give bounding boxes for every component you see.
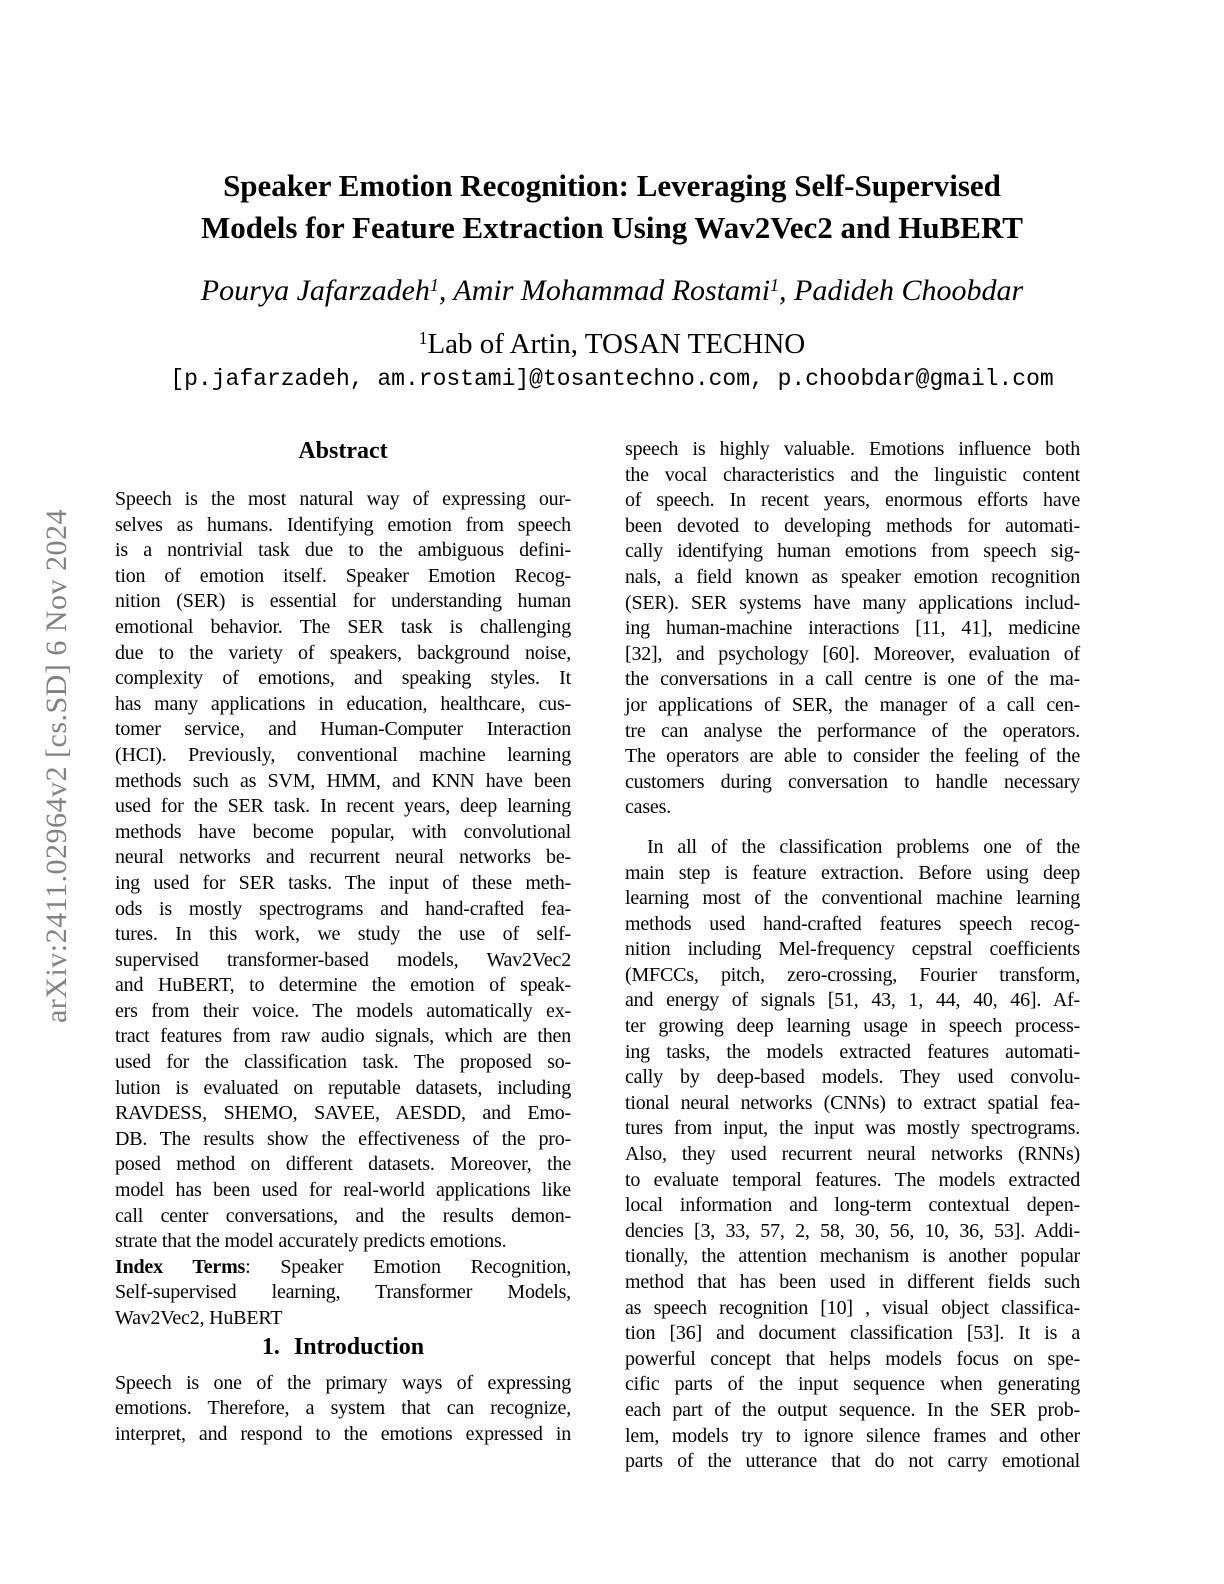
text-line: methods used hand-crafted features speech recog- <box>625 912 1080 935</box>
text-line: main step is feature extraction. Before using deep <box>625 861 1080 884</box>
text-line: In all of the classification problems one of the <box>647 835 1080 858</box>
introduction-body <box>115 1371 571 1448</box>
text-line: nition including Mel-frequency cepstral coefficients <box>625 938 1080 961</box>
text-line: method that has been used in different fields such <box>625 1271 1080 1293</box>
text-line: as speech recognition [10] , visual object classifica- <box>625 1296 1080 1319</box>
text-line: nition (SER) is essential for understanding human <box>115 590 571 613</box>
section-title: Introduction <box>293 1333 425 1360</box>
text-line: jor applications of SER, the manager of a call cen- <box>625 693 1080 716</box>
affiliation-text: Lab of Artin, TOSAN TECHNO <box>427 328 806 360</box>
author-name: Padideh Choobdar <box>794 274 1024 307</box>
text-line: the conversations in a call centre is one of the ma- <box>625 668 1080 691</box>
abstract-body <box>115 487 571 1255</box>
right-column-paragraph-1 <box>625 437 1080 821</box>
text-line: ter growing deep learning usage in speech process- <box>625 1015 1080 1038</box>
text-line: Self-supervised learning, Transformer Models, <box>115 1281 571 1304</box>
left-column <box>115 436 571 1447</box>
text-line: and HuBERT, to determine the emotion of speak- <box>115 974 571 997</box>
text-line: ers from their voice. The models automatically ex- <box>115 999 571 1022</box>
text-line: cases. <box>625 796 671 819</box>
text-line: tures. In this work, we study the use of self- <box>115 923 571 946</box>
text-line: lution is evaluated on reputable datasets, including <box>115 1076 571 1099</box>
text-line: (MFCCs, pitch, zero-crossing, Fourier transform, <box>625 963 1080 986</box>
right-column-paragraph-2 <box>625 835 1080 1475</box>
text-line: tion of emotion itself. Speaker Emotion Recog- <box>115 564 571 587</box>
index-terms-line <box>115 1255 571 1281</box>
author-superscript: 1 <box>770 275 780 295</box>
abstract-section <box>115 487 571 1332</box>
text-line: Also, they used recurrent neural networks (RNNs) <box>625 1143 1080 1166</box>
arxiv-watermark: arXiv:2411.02964v2 [cs.SD] 6 Nov 2024 <box>40 509 73 1024</box>
text-line: speech is highly valuable. Emotions influence both <box>625 438 1080 460</box>
text-line: Speech is one of the primary ways of expressing <box>115 1371 571 1394</box>
text-line: tion [36] and document classification [53]. It is a <box>625 1322 1080 1345</box>
author-superscript: 1 <box>429 275 439 295</box>
text-line: methods have become popular, with convolutional <box>115 820 571 843</box>
text-line: the vocal characteristics and the linguistic content <box>625 463 1080 486</box>
text-line: cally identifying human emotions from speech sig- <box>625 540 1080 563</box>
text-line: posed method on different datasets. Moreover, the <box>115 1153 571 1176</box>
author-separator: , <box>779 274 795 307</box>
index-terms-text: : Speaker Emotion Recognition, <box>245 1255 572 1278</box>
text-line: lem, models try to ignore silence frames and other <box>625 1424 1080 1447</box>
text-line: nals, a field known as speaker emotion recognition <box>625 565 1080 588</box>
text-line: used for the SER task. In recent years, deep learning <box>115 795 571 818</box>
text-line: used for the classification task. The proposed so- <box>115 1051 571 1074</box>
abstract-heading: Abstract <box>298 438 388 464</box>
text-line: call center conversations, and the results demon- <box>115 1204 571 1227</box>
text-line: and energy of signals [51, 43, 1, 44, 40, 46]. Af- <box>625 989 1080 1012</box>
text-line: model has been used for real-world applications like <box>115 1179 571 1202</box>
author-name: Amir Mohammad Rostami <box>453 274 771 307</box>
text-line: [32], and psychology [60]. Moreover, evaluation of <box>625 642 1080 665</box>
affiliation-superscript: 1 <box>418 328 428 349</box>
text-line: tional neural networks (CNNs) to extract spatial fea- <box>625 1091 1080 1114</box>
text-line: to evaluate temporal features. The models extracted <box>625 1168 1080 1191</box>
text-line: Wav2Vec2, HuBERT <box>115 1307 283 1329</box>
text-line: RAVDESS, SHEMO, SAVEE, AESDD, and Emo- <box>115 1102 571 1125</box>
paper-title <box>0 165 1224 249</box>
text-line: Speech is the most natural way of expressing our- <box>115 488 571 510</box>
text-line: neural networks and recurrent neural networks be- <box>115 846 571 869</box>
emails-line: [p.jafarzadeh, am.rostami]@tosantechno.com, p.choobdar@gmail.com <box>170 366 1054 392</box>
text-line: cific parts of the input sequence when generating <box>625 1373 1080 1396</box>
index-terms-continuation <box>115 1280 571 1331</box>
text-line: tionally, the attention mechanism is another popular <box>625 1245 1080 1268</box>
index-terms-label: Index Terms <box>115 1255 246 1278</box>
text-line: supervised transformer-based models, Wav2Vec2 <box>115 948 571 971</box>
text-line: due to the variety of speakers, background noise, <box>115 641 571 664</box>
text-line: learning most of the conventional machine learning <box>625 887 1080 910</box>
text-line: tract features from raw audio signals, which are then <box>115 1025 571 1048</box>
text-line: tre can analyse the performance of the operators. <box>625 719 1080 742</box>
right-column <box>625 437 1080 1475</box>
author-separator: , <box>438 274 454 307</box>
text-line: customers during conversation to handle necessary <box>625 770 1080 793</box>
section-heading-introduction <box>115 1332 571 1362</box>
text-line: local information and long-term contextual depen- <box>625 1194 1080 1217</box>
text-line: (HCI). Previously, conventional machine learning <box>115 743 571 766</box>
text-line: ing tasks, the models extracted features automati- <box>625 1040 1080 1063</box>
text-line: has many applications in education, healthcare, cus- <box>115 692 571 715</box>
text-line: Speaker Emotion Recognition: Leveraging Self-Supervised <box>223 168 1001 203</box>
text-line: tures from input, the input was mostly spectrograms. <box>625 1117 1080 1140</box>
text-line: (SER). SER systems have many applications includ- <box>625 591 1080 614</box>
text-line: complexity of emotions, and speaking styles. It <box>115 667 571 690</box>
text-line: tomer service, and Human-Computer Interaction <box>115 718 571 741</box>
text-line: been devoted to developing methods for automati- <box>625 514 1080 537</box>
text-line: Models for Feature Extraction Using Wav2Vec2 and HuBERT <box>201 210 1023 245</box>
author-name: Pourya Jafarzadeh <box>200 274 430 307</box>
text-line: The operators are able to consider the feeling of the <box>625 745 1080 768</box>
text-line: dencies [3, 33, 57, 2, 58, 30, 56, 10, 36, 53]. Addi- <box>625 1219 1080 1242</box>
text-line: ods is mostly spectrograms and hand-crafted fea- <box>115 897 571 920</box>
authors-line <box>0 273 1224 312</box>
text-line: ing human-machine interactions [11, 41], medicine <box>625 617 1080 640</box>
text-line: methods such as SVM, HMM, and KNN have been <box>115 769 571 792</box>
affiliation-line <box>0 326 1224 365</box>
text-line: strate that the model accurately predicts emotions. <box>115 1230 507 1253</box>
text-line: powerful concept that helps models focus on spe- <box>625 1347 1080 1370</box>
text-line: parts of the utterance that do not carry emotional <box>625 1450 1080 1473</box>
text-line: cally by deep-based models. They used convolu- <box>625 1066 1080 1089</box>
text-line: of speech. In recent years, enormous efforts have <box>625 489 1080 512</box>
text-line: ing used for SER tasks. The input of these meth- <box>115 871 571 894</box>
section-number: 1. <box>261 1333 280 1360</box>
text-line: interpret, and respond to the emotions expressed in <box>115 1422 571 1445</box>
text-line: is a nontrivial task due to the ambiguous defini- <box>115 539 571 562</box>
text-line: each part of the output sequence. In the SER prob- <box>625 1398 1080 1421</box>
text-line: emotions. Therefore, a system that can recognize, <box>115 1397 571 1420</box>
text-line: emotional behavior. The SER task is challenging <box>115 615 571 638</box>
text-line: DB. The results show the effectiveness of the pro- <box>115 1127 571 1150</box>
text-line: selves as humans. Identifying emotion from speech <box>115 513 571 536</box>
